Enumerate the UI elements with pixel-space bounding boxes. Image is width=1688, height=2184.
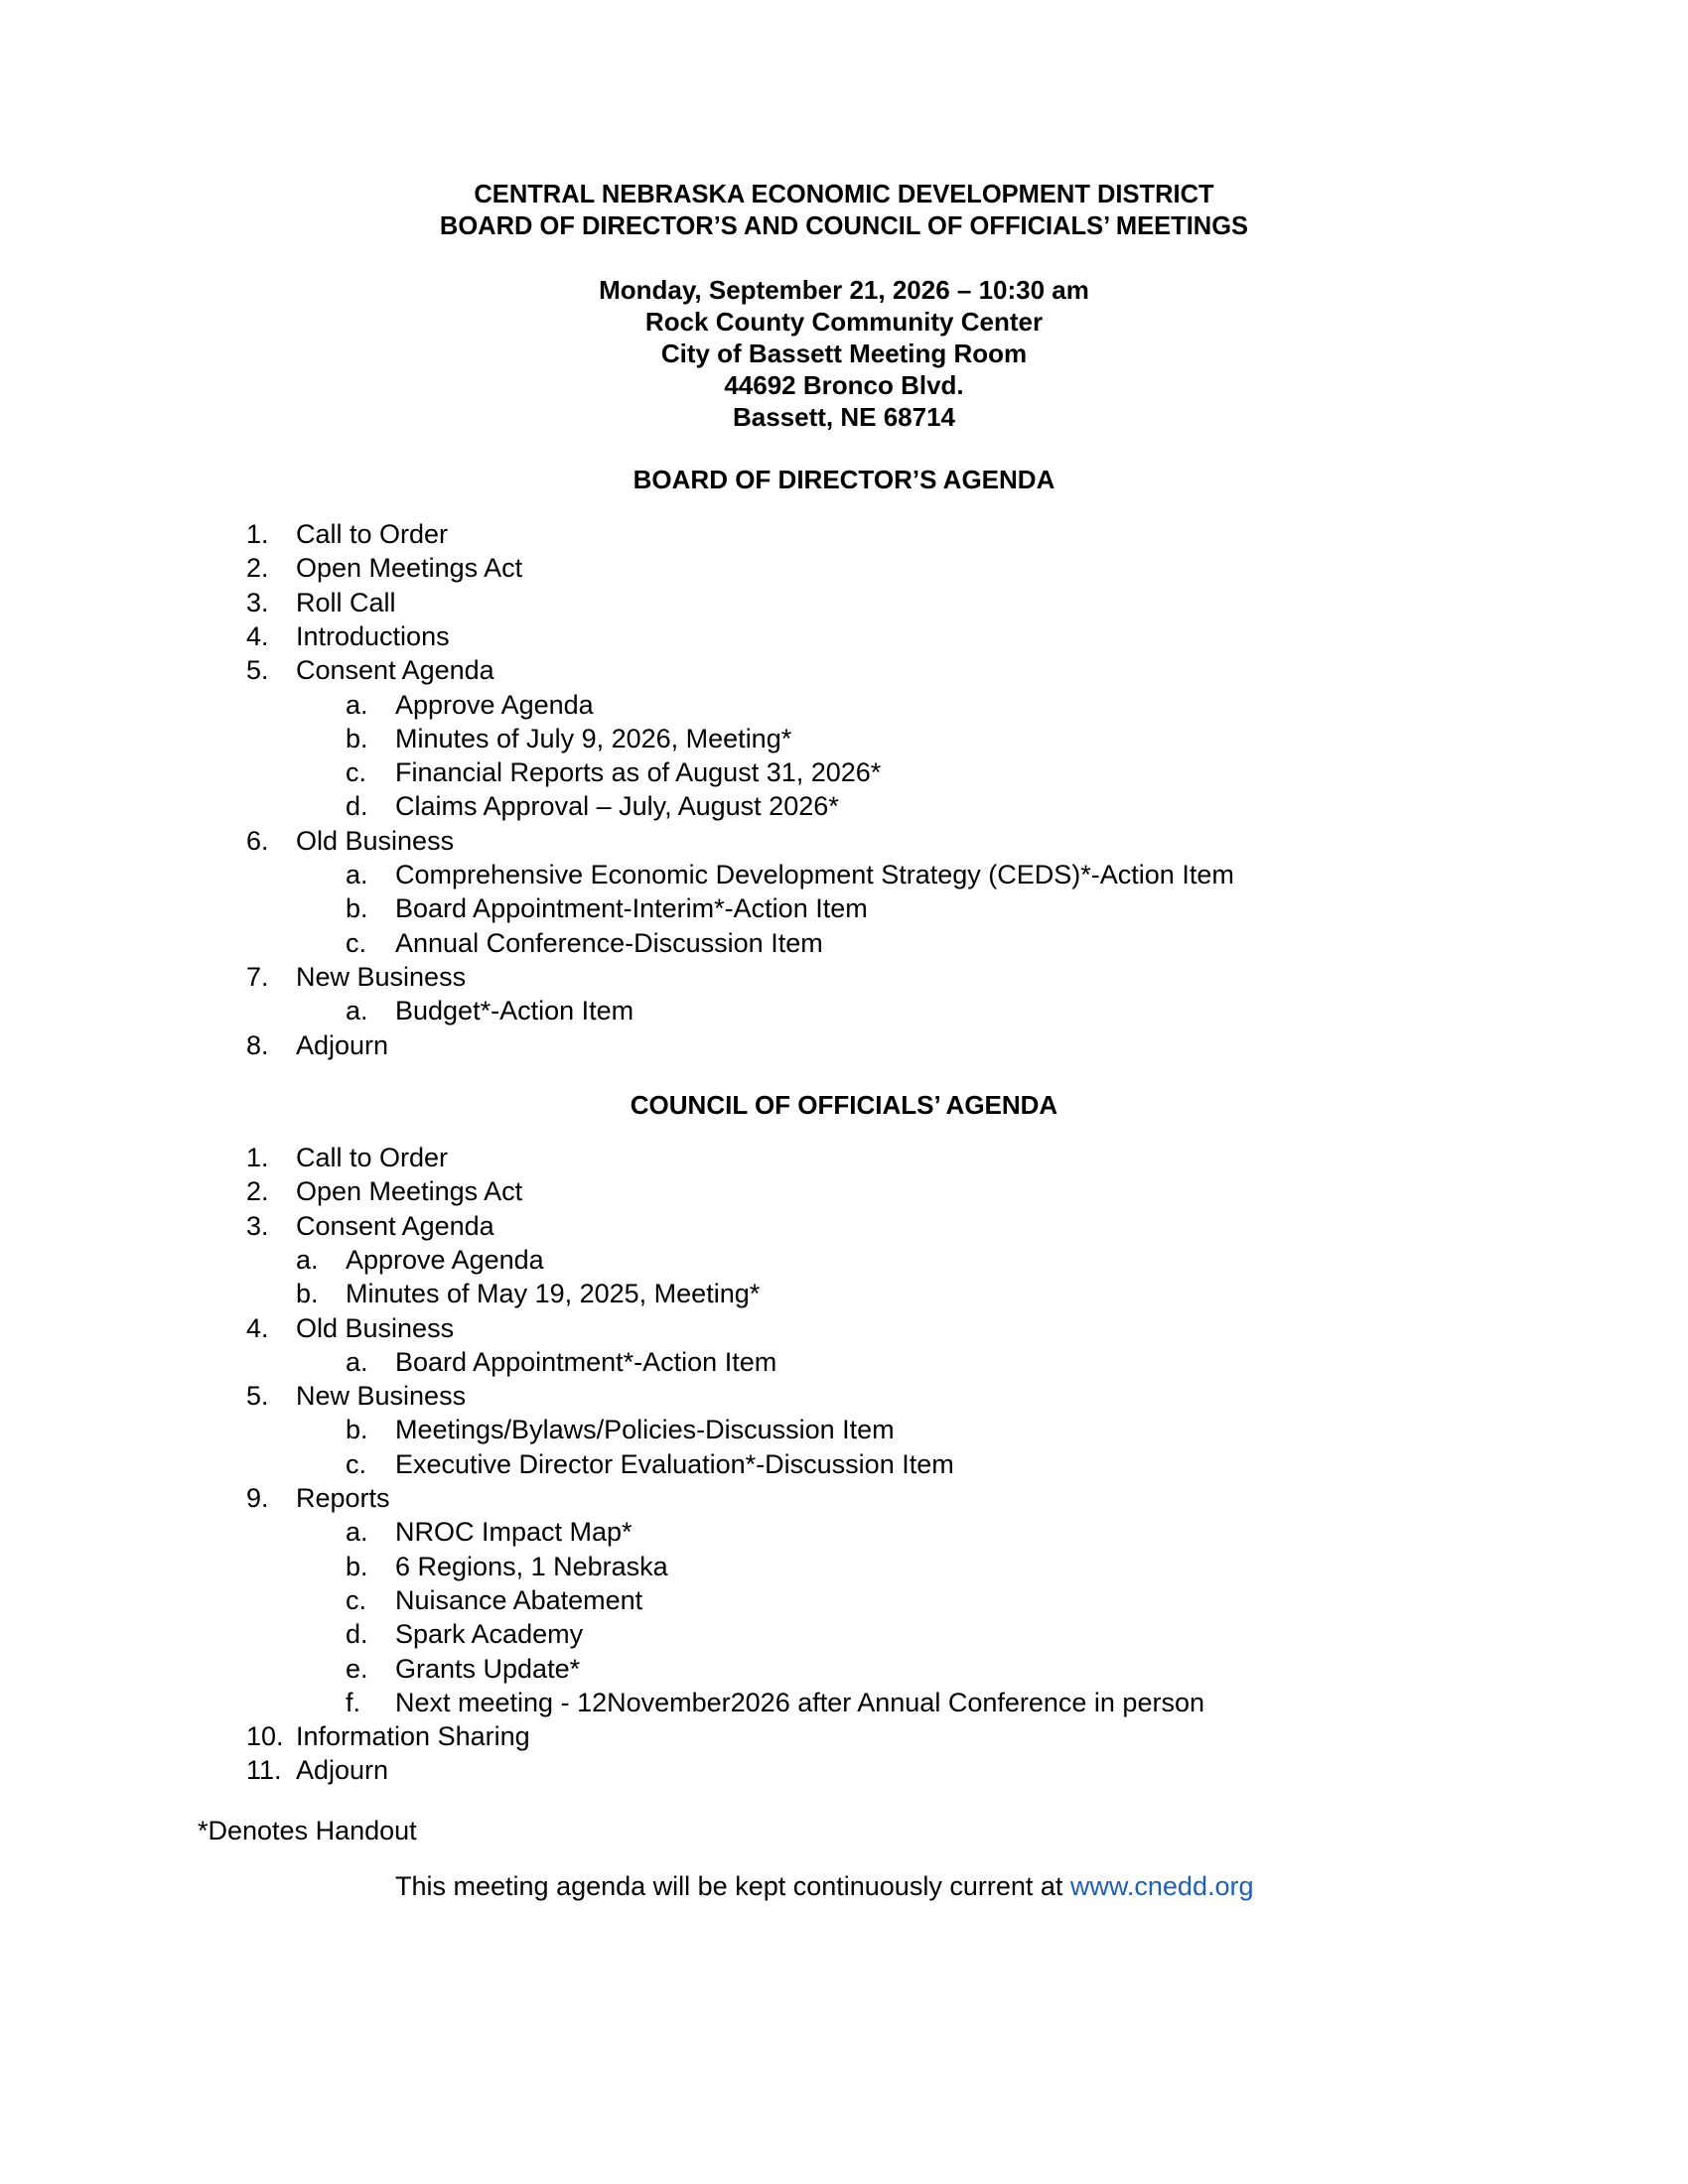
agenda-item-marker: d. xyxy=(346,1619,368,1650)
footer-note xyxy=(395,1870,1254,1902)
agenda-item-marker: 5. xyxy=(246,1381,269,1412)
agenda-item-marker: c. xyxy=(346,1584,367,1615)
agenda-item-marker: c. xyxy=(346,927,367,958)
agenda-item-marker: d. xyxy=(346,791,368,822)
agenda-item-marker: 11. xyxy=(246,1755,282,1786)
agenda-item-marker: b. xyxy=(346,723,368,753)
meeting-room: City of Bassett Meeting Room xyxy=(660,339,1028,368)
council-agenda-title: COUNCIL OF OFFICIALS’ AGENDA xyxy=(630,1090,1058,1120)
agenda-item-text: 6 Regions, 1 Nebraska xyxy=(395,1551,668,1581)
agenda-item-text: Open Meetings Act xyxy=(296,1176,523,1207)
handout-note: *Denotes Handout xyxy=(198,1816,417,1845)
agenda-item-text: Consent Agenda xyxy=(296,655,494,686)
agenda-item-text: Old Business xyxy=(296,825,455,856)
agenda-item-text: Roll Call xyxy=(296,587,396,617)
agenda-item-marker: 3. xyxy=(246,1210,269,1241)
agenda-item-text: Budget*-Action Item xyxy=(395,996,634,1026)
agenda-item-marker: a. xyxy=(346,996,368,1026)
agenda-item-text: NROC Impact Map* xyxy=(395,1517,633,1548)
agenda-item-marker: 2. xyxy=(246,1176,269,1207)
agenda-item-marker: 4. xyxy=(246,620,269,651)
agenda-item-marker: 9. xyxy=(246,1483,269,1513)
agenda-item-marker: a. xyxy=(346,1346,368,1377)
agenda-item-text: Open Meetings Act xyxy=(296,553,523,584)
agenda-item-marker: 8. xyxy=(246,1029,269,1060)
agenda-item-text: Call to Order xyxy=(296,519,449,549)
agenda-item-marker: b. xyxy=(296,1279,319,1309)
agenda-item-marker: 5. xyxy=(246,655,269,686)
agenda-item-marker: 4. xyxy=(246,1312,269,1343)
agenda-item-text: Claims Approval – July, August 2026* xyxy=(395,791,839,822)
meeting-city: Bassett, NE 68714 xyxy=(732,402,956,432)
agenda-item-marker: 1. xyxy=(246,519,269,549)
agenda-item-text: Financial Reports as of August 31, 2026* xyxy=(395,757,882,788)
agenda-item-text: Board Appointment-Interim*-Action Item xyxy=(395,893,868,924)
agenda-item-text: Minutes of July 9, 2026, Meeting* xyxy=(395,723,792,753)
agenda-item-text: New Business xyxy=(296,1381,467,1412)
meeting-street: 44692 Bronco Blvd. xyxy=(724,370,964,400)
agenda-item-marker: e. xyxy=(346,1653,368,1684)
agenda-item-marker: 7. xyxy=(246,961,269,992)
website-link[interactable]: www.cnedd.org xyxy=(1069,1871,1254,1901)
agenda-item-text: Grants Update* xyxy=(395,1653,581,1684)
agenda-item-marker: b. xyxy=(346,893,368,924)
agenda-item-marker: 2. xyxy=(246,553,269,584)
agenda-item-text: Call to Order xyxy=(296,1143,449,1172)
agenda-item-marker: a. xyxy=(346,1517,368,1548)
board-agenda-title: BOARD OF DIRECTOR’S AGENDA xyxy=(633,465,1055,494)
agenda-item-marker: 10. xyxy=(246,1721,284,1752)
agenda-item-text: Board Appointment*-Action Item xyxy=(395,1346,777,1377)
agenda-item-text: Meetings/Bylaws/Policies-Discussion Item xyxy=(395,1415,895,1445)
agenda-item-text: Old Business xyxy=(296,1312,455,1343)
footer-text: This meeting agenda will be kept continuously current at xyxy=(395,1871,1070,1901)
agenda-item-text: Annual Conference-Discussion Item xyxy=(395,927,823,958)
agenda-item-text: Reports xyxy=(296,1483,390,1513)
agenda-item-marker: f. xyxy=(346,1687,361,1717)
agenda-item-marker: 1. xyxy=(246,1143,269,1172)
meeting-venue: Rock County Community Center xyxy=(644,307,1044,337)
agenda-item-marker: c. xyxy=(346,1448,367,1479)
document-subtitle: BOARD OF DIRECTOR’S AND COUNCIL OF OFFICIALS’ MEETINGS xyxy=(439,212,1249,240)
agenda-item-marker: a. xyxy=(346,860,368,889)
agenda-item-text: Executive Director Evaluation*-Discussion Item xyxy=(395,1448,954,1479)
agenda-item-text: Nuisance Abatement xyxy=(395,1584,643,1615)
agenda-item-marker: 3. xyxy=(246,587,269,617)
document-title: CENTRAL NEBRASKA ECONOMIC DEVELOPMENT DISTRICT xyxy=(474,181,1214,208)
meeting-date-time: Monday, September 21, 2026 – 10:30 am xyxy=(599,275,1089,305)
agenda-item-text: Adjourn xyxy=(296,1755,389,1786)
agenda-item-text: Comprehensive Economic Development Strategy (CEDS)*-Action Item xyxy=(395,860,1234,889)
agenda-item-text: Next meeting - 12November2026 after Annual Conference in person xyxy=(395,1687,1204,1717)
agenda-item-marker: b. xyxy=(346,1415,368,1445)
agenda-item-marker: c. xyxy=(346,757,367,788)
agenda-item-marker: 6. xyxy=(246,825,269,856)
agenda-item-text: Consent Agenda xyxy=(296,1210,494,1241)
agenda-item-text: Information Sharing xyxy=(296,1721,530,1752)
agenda-item-text: Spark Academy xyxy=(395,1619,584,1650)
agenda-item-text: Introductions xyxy=(296,620,450,651)
agenda-item-text: Approve Agenda xyxy=(395,689,594,720)
agenda-item-text: Approve Agenda xyxy=(346,1244,544,1275)
agenda-item-marker: b. xyxy=(346,1551,368,1581)
agenda-item-marker: a. xyxy=(346,689,368,720)
agenda-item-text: New Business xyxy=(296,961,467,992)
agenda-item-marker: a. xyxy=(296,1244,319,1275)
agenda-item-text: Minutes of May 19, 2025, Meeting* xyxy=(346,1279,761,1309)
agenda-item-text: Adjourn xyxy=(296,1029,389,1060)
